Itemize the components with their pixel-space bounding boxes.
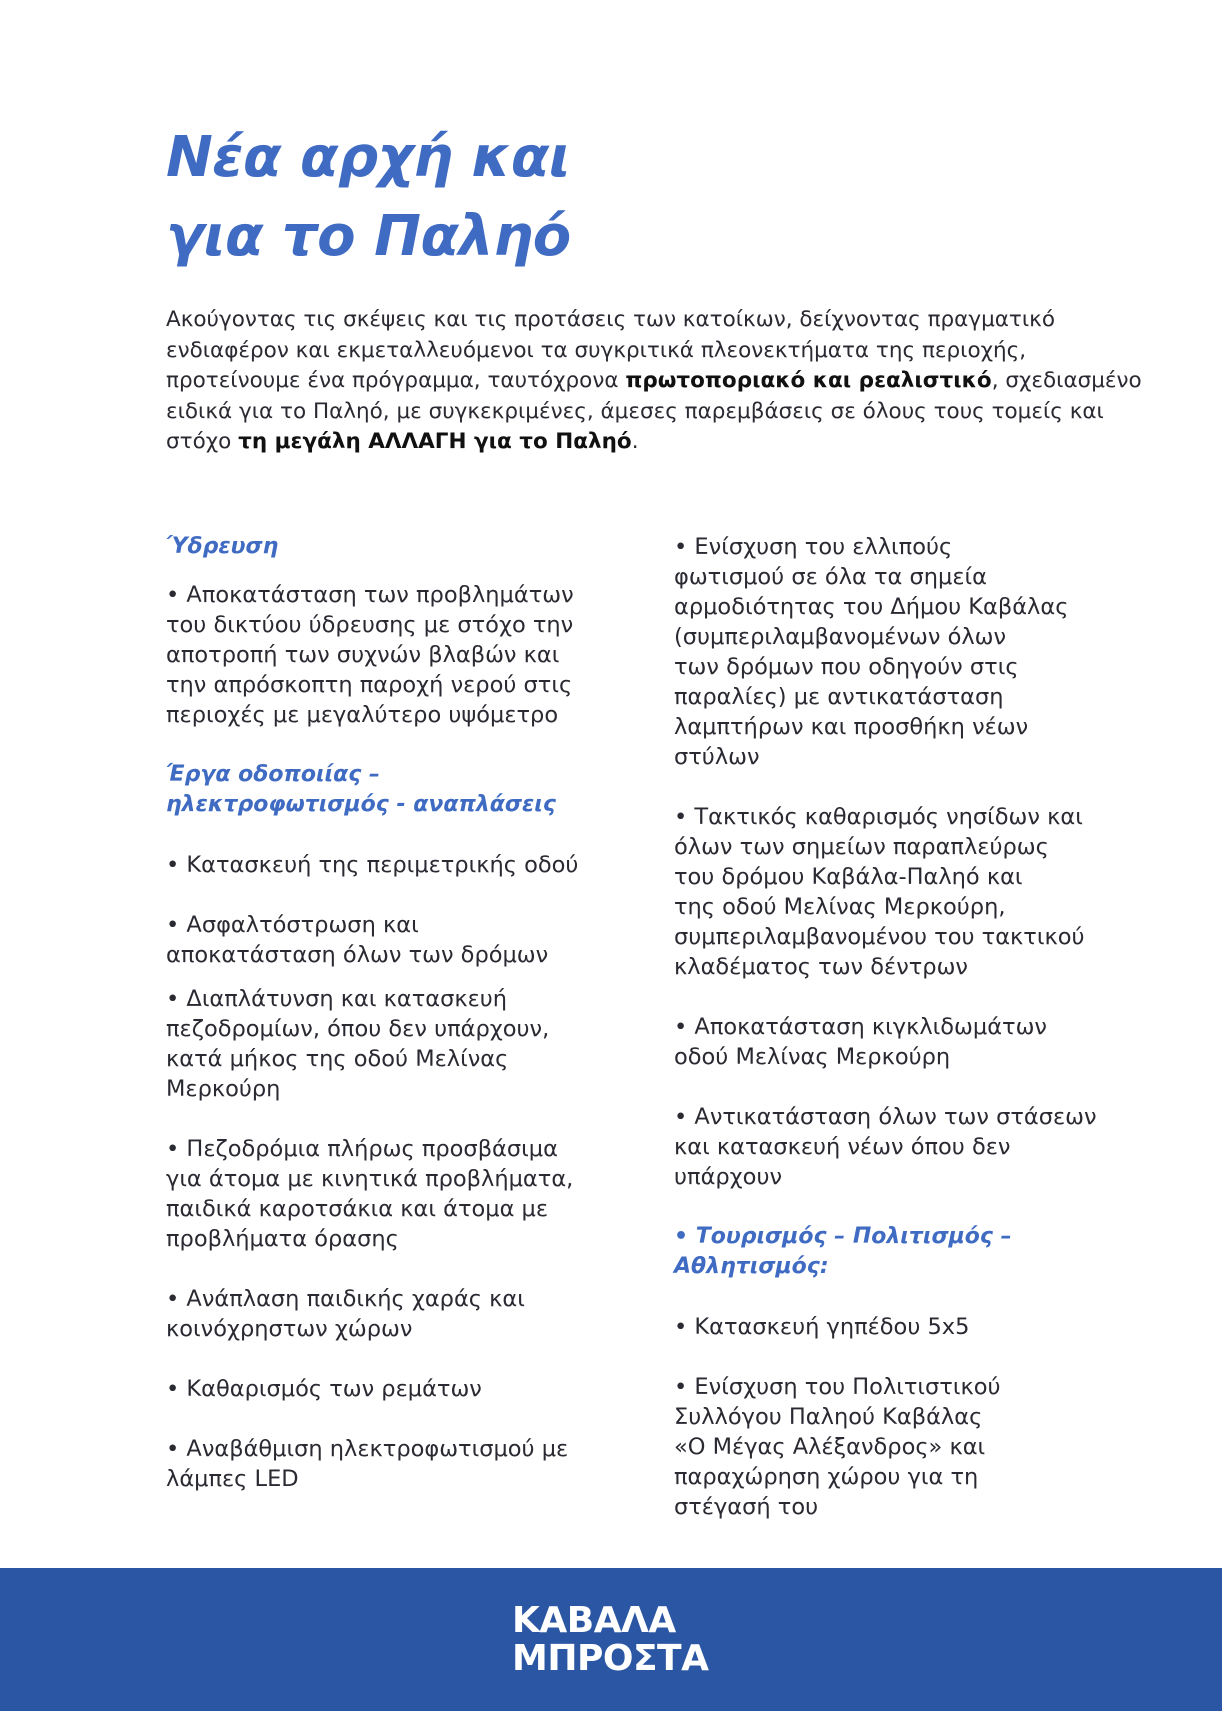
intro-text-3: . — [631, 429, 639, 454]
list-item-water: • Αποκατάσταση των προβλημάτων του δικτύου ύδρευσης με στόχο την αποτροπή των συχνών βλαβών και την απρόσκοπτη παροχή νερού στις περιοχές με μεγαλύτερο υψόμετρο — [166, 582, 574, 728]
intro-text-2: , σχεδιασμένο ειδικά για το Παληό, με συγκεκριμένες, άμεσες παρεμβάσεις σε όλους τους τομείς και στόχο — [166, 368, 1142, 454]
list-item-perimeter-road: • Κατασκευή της περιμετρικής οδού — [166, 852, 579, 878]
list-item-lighting: • Ενίσχυση του ελλιπούς φωτισμού σε όλα τα σημεία αρμοδιότητας του Δήμου Καβάλας (συμπεριλαμβανομένων όλων των δρόμων που οδηγούν στις παραλίες) με αντικατάσταση λαμπτήρων και προσθήκη νέων στύλων — [674, 534, 1069, 770]
list-item-playground: • Ανάπλαση παιδικής χαράς και κοινόχρηστων χώρων — [166, 1286, 525, 1342]
page-title — [166, 118, 571, 276]
list-item-led-lighting: • Αναβάθμιση ηλεκτροφωτισμού με λάμπες LED — [166, 1436, 569, 1492]
list-item-football-pitch: • Κατασκευή γηπέδου 5x5 — [674, 1314, 970, 1340]
list-item-accessible-sidewalks: • Πεζοδρόμια πλήρως προσβάσιμα για άτομα με κινητικά προβλήματα, παιδικά καροτσάκια και άτομα με προβλήματα όρασης — [166, 1136, 574, 1252]
logo-line-1: ΚΑΒΑΛΑ — [512, 1600, 676, 1641]
brand-logo — [512, 1602, 708, 1678]
right-column — [674, 532, 1144, 1522]
section-heading-water: Ύδρευση — [166, 534, 279, 559]
title-line-2: για το Παληό — [166, 204, 571, 269]
intro-paragraph — [166, 305, 1166, 458]
list-item-railings: • Αποκατάσταση κιγκλιδωμάτων οδού Μελίνας Μερκούρη — [674, 1014, 1047, 1070]
list-item-cleaning: • Τακτικός καθαρισμός νησίδων και όλων των σημείων παραπλεύρως του δρόμου Καβάλα-Παληό και της οδού Μελίνας Μερκούρη, συμπεριλαμβανομένου του τακτικού κλαδέματος των δέντρων — [674, 804, 1085, 980]
left-column — [166, 532, 666, 1494]
list-item-bus-stops: • Αντικατάσταση όλων των στάσεων και κατασκευή νέων όπου δεν υπάρχουν — [674, 1104, 1097, 1190]
list-item-cultural-association: • Ενίσχυση του Πολιτιστικού Συλλόγου Παληού Καβάλας «Ο Μέγας Αλέξανδρος» και παραχώρηση χώρου για τη στέγασή του — [674, 1374, 1001, 1520]
intro-bold-1: πρωτοποριακό και ρεαλιστικό — [625, 368, 992, 393]
list-item-sidewalk-widening: • Διαπλάτυνση και κατασκευή πεζοδρομίων, όπου δεν υπάρχουν, κατά μήκος της οδού Μελίνας Μερκούρη — [166, 986, 550, 1102]
list-item-streams-cleaning: • Καθαρισμός των ρεμάτων — [166, 1376, 482, 1402]
section-heading-roads: Έργα οδοποιίας – ηλεκτροφωτισμός - αναπλάσεις — [166, 762, 556, 817]
intro-bold-2: τη μεγάλη ΑΛΛΑΓΗ για το Παληό — [238, 429, 632, 454]
logo-line-2: ΜΠΡΟΣΤΑ — [512, 1638, 709, 1679]
section-heading-tourism: • Τουρισμός – Πολιτισμός – Αθλητισμός: — [674, 1224, 1012, 1279]
footer-bar — [0, 1568, 1222, 1711]
title-line-1: Νέα αρχή και — [166, 125, 571, 190]
intro-text-1: Ακούγοντας τις σκέψεις και τις προτάσεις των κατοίκων, δείχνοντας πραγματικό ενδιαφέρον και εκμεταλλευόμενοι τα συγκριτικά πλεονεκτήματα της περιοχής, προτείνουμε ένα πρόγραμμα, ταυτόχρονα — [166, 307, 1055, 393]
list-item-asphalt: • Ασφαλτόστρωση και αποκατάσταση όλων των δρόμων — [166, 912, 549, 968]
